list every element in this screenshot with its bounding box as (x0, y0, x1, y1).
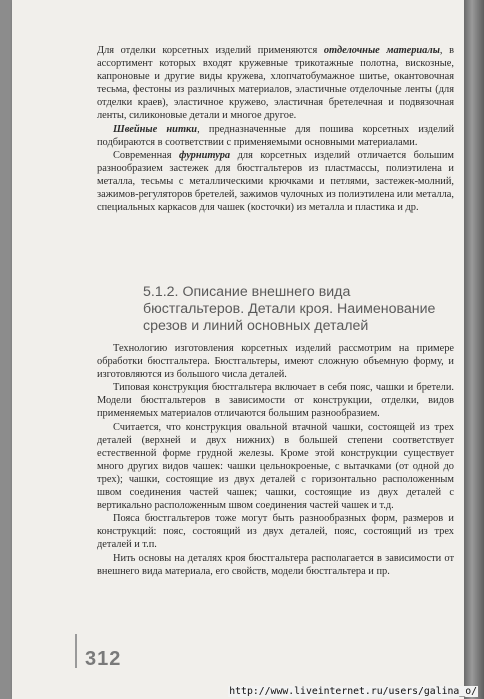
paragraph-typical-construction: Типовая конструкция бюстгальтера включает в себя пояс, чашки и бретели. Модели бюстгальтеров в зависимости от конструкции, отделки, видов применяемых материалов отличаются большим разнообразием. (97, 382, 454, 420)
materials-text-block (97, 44, 454, 214)
paragraph-technology: Технологию изготовления корсетных изделий рассмотрим на примере обработки бюстгальтера. Бюстгальтеры, имеют сложную объемную форму, и изготовляются из большого числа деталей. (97, 343, 454, 381)
paragraph-cup-construction: Считается, что конструкция овальной втачной чашки, состоящей из трех деталей (верхней и двух нижних) в большей степени соответствует естественной форме грудной железы. Кроме этой конструкции существует много других видов чашек: чашки цельнокроеные, с вытачками (от одной до трех); чашки, состоящие из двух деталей с горизонтально расположенным швом соединения частей чашек; чашки, состоящие из двух деталей с вертикально расположенным швом соединения частей чашек и т.д. (97, 421, 454, 512)
term-finishing-materials: отделочные материалы (323, 45, 440, 56)
term-fittings: фурнитура (179, 149, 231, 161)
paragraph-fittings (97, 149, 454, 214)
watermark-url: http://www.liveinternet.ru/users/galina_o/ (229, 686, 477, 697)
paragraph-finishing-materials (97, 44, 454, 123)
paragraph-sewing-threads (97, 123, 454, 149)
book-page (12, 0, 464, 699)
margin-rule (75, 634, 77, 668)
paragraph-text: , в ассортимент которых входят кружевные трикотажные полотна, вискозные, капроновые и другие виды кружева, хлопчатобумажное шитье, окантовочная тесьма, фестоны из различных материалов, эластичные отделочные ленты (для отделки краев), эластичное кружево, эластичная бретелечная и подвязочная ленты, силиконовые детали и многое другое. (97, 45, 454, 122)
paragraph-text: Современная (113, 149, 180, 161)
section-heading: 5.1.2. Описание внешнего вида бюстгальтеров. Детали кроя. Наименование срезов и линий основных деталей (143, 284, 436, 334)
paragraph-bands: Пояса бюстгальтеров тоже могут быть разнообразных форм, размеров и конструкций: пояс, состоящий из двух деталей, пояс, состоящий из трех деталей и т.п. (97, 513, 454, 551)
paragraph-text: для корсетных изделий отличается большим разнообразием застежек для бюстгальтеров из пластмассы, полиэтилена и металла, тесьмы с металлическими крючками и петлями, застежек-молний, зажимов-регуляторов бретелей, зажимов чулочных из полиэтилена или металла, специальных каркасов для чашек (косточки) из металла и пластика и др. (97, 149, 454, 214)
page-number: 312 (85, 648, 122, 670)
term-sewing-threads: Швейные нитки (113, 123, 198, 135)
paragraph-text: , предназначенные для пошива корсетных изделий подбираются в соответствии с применяемыми основными материалами. (97, 123, 455, 148)
paragraph-grain-line: Нить основы на деталях кроя бюстгальтера располагается в зависимости от внешнего вида материала, его свойств, модели бюстгальтера и пр. (97, 552, 454, 577)
bra-description-text-block (97, 342, 454, 578)
book-spine-edge (464, 0, 484, 699)
paragraph-text: Для отделки корсетных изделий применяются (97, 45, 324, 56)
